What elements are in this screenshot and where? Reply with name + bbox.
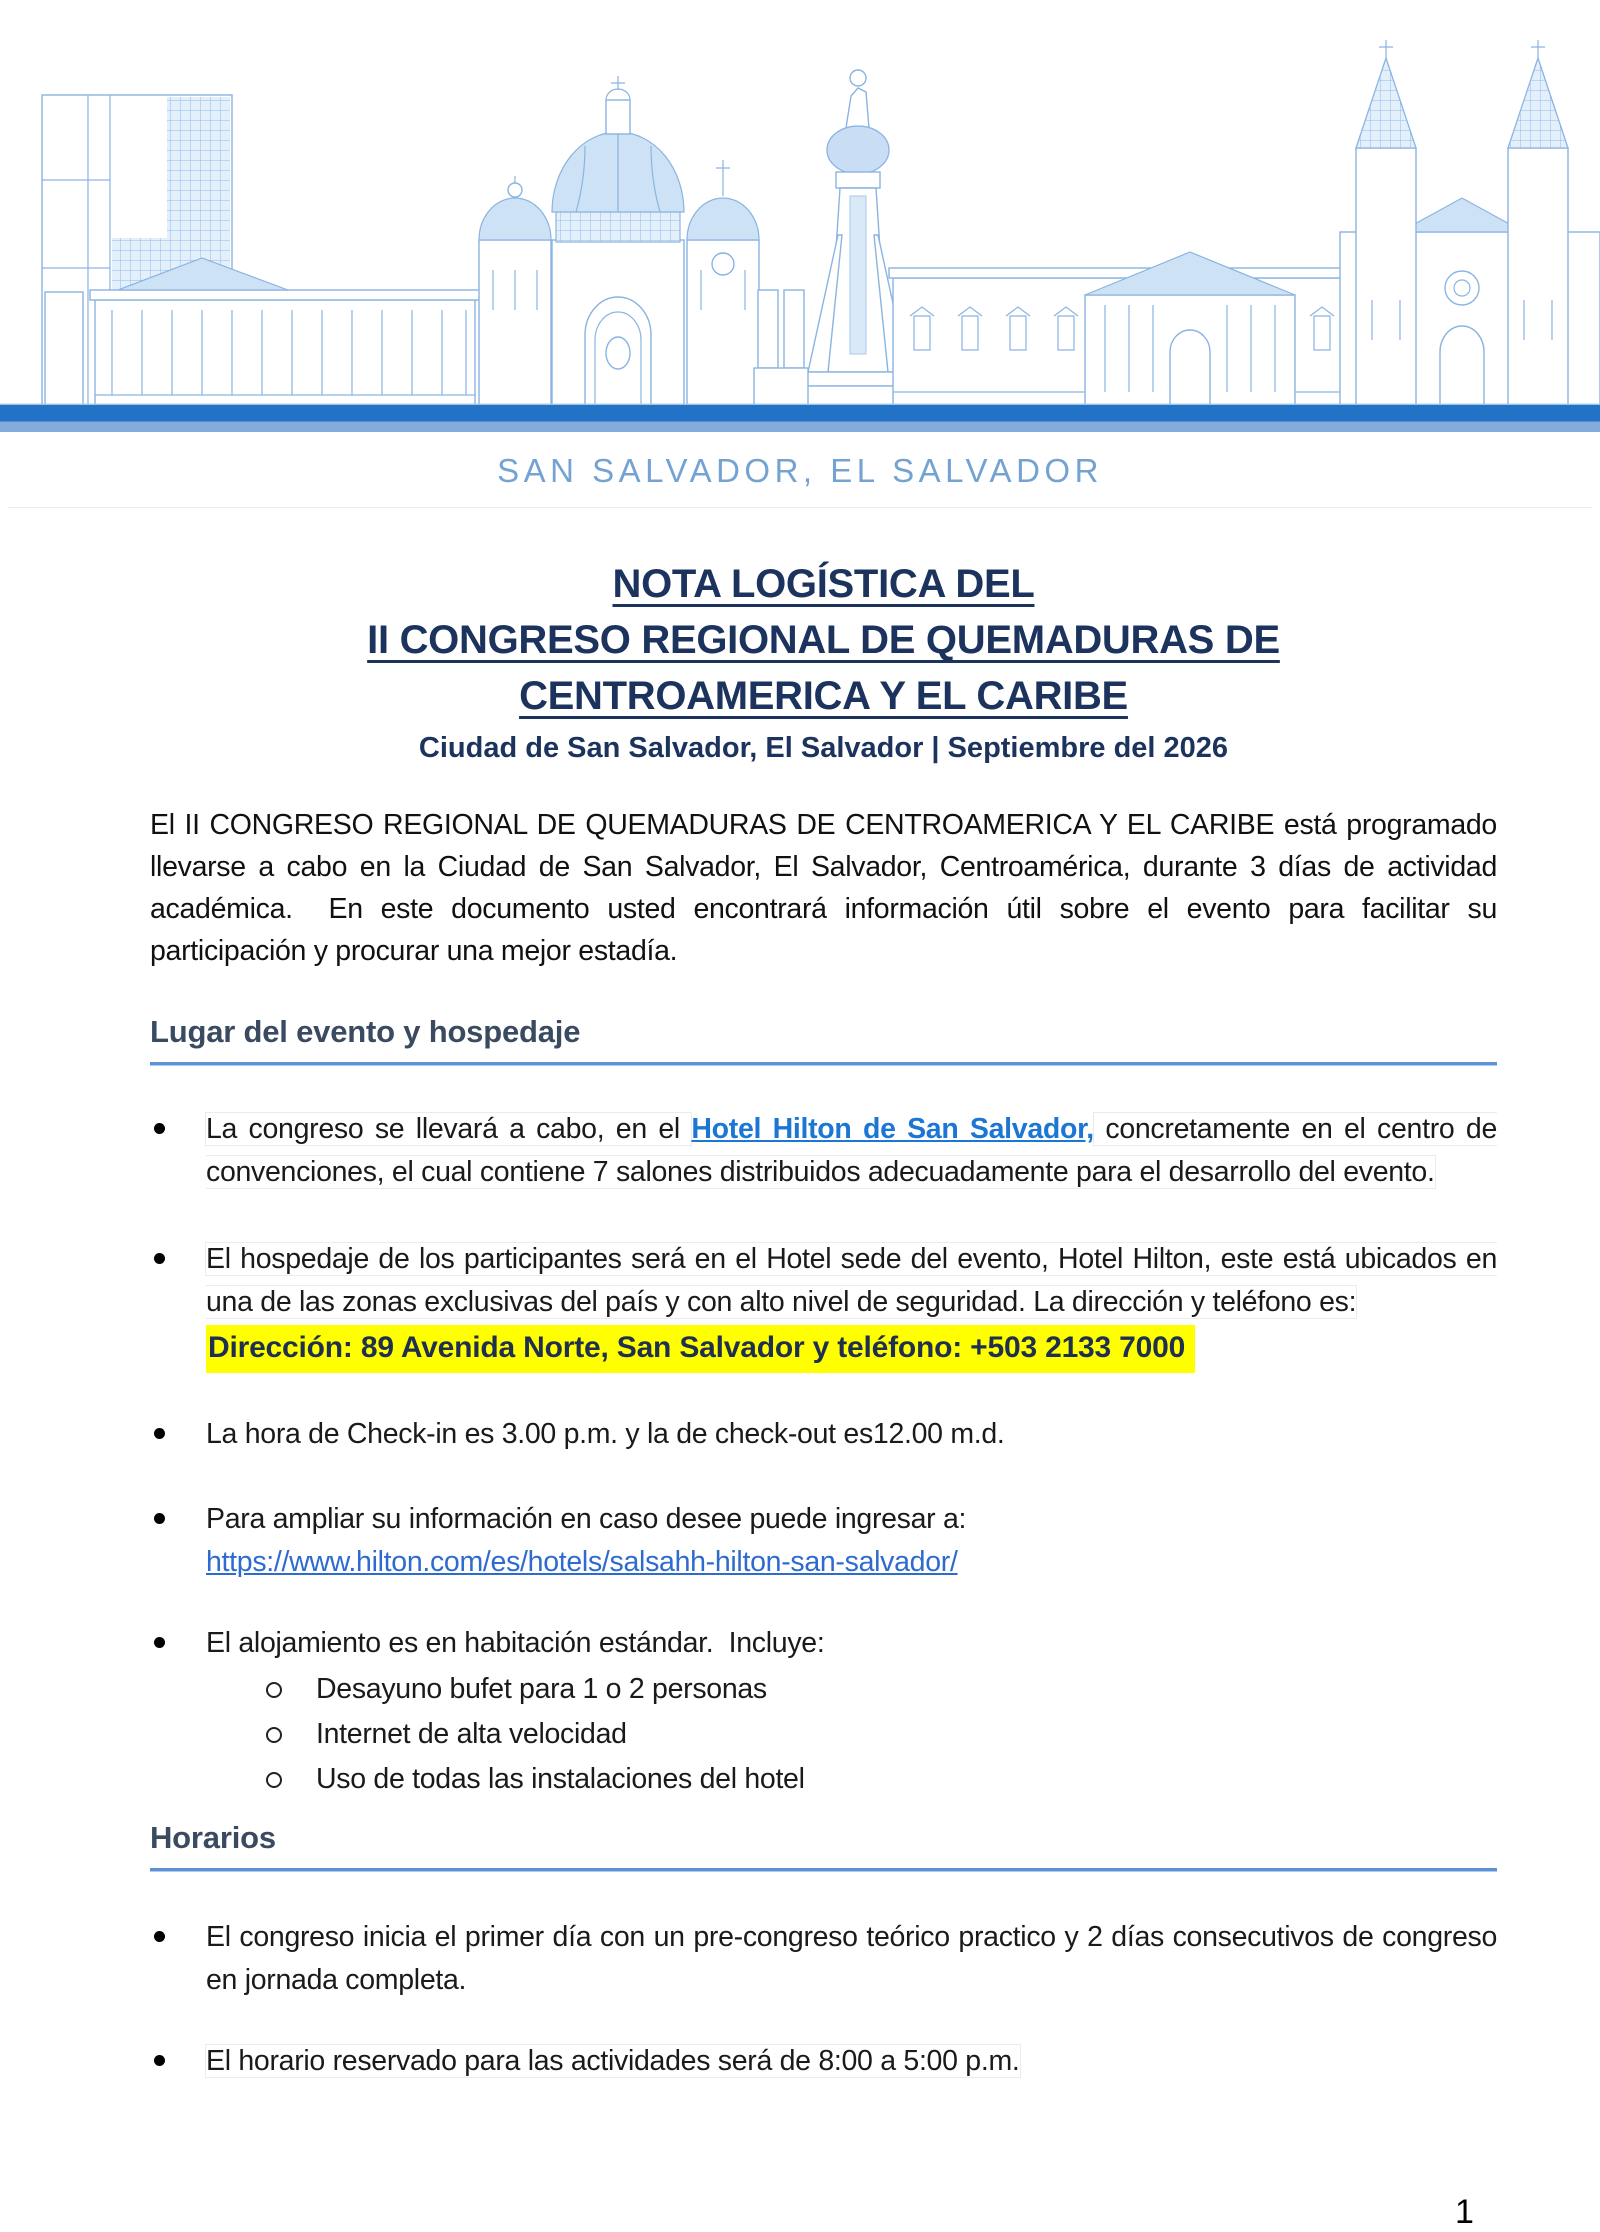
section-rule-venue [150,1062,1497,1066]
list-item [206,1238,1497,1373]
section-rule-schedule [150,1868,1497,1872]
list-item [206,1916,1497,2002]
sub-bullet-internet: Internet de alta velocidad [316,1718,627,1750]
section-heading-schedule: Horarios [150,1820,276,1855]
list-item [206,2040,1497,2083]
bullet-checkin: La hora de Check-in es 3.00 p.m. y la de check-out es12.00 m.d. [206,1418,1005,1450]
list-item [206,1413,1497,1456]
header-caption: SAN SALVADOR, EL SALVADOR [497,452,1103,489]
title-line-3: CENTROAMERICA Y EL CARIBE [519,674,1128,718]
document-title [150,556,1497,768]
bullet-room: El alojamiento es en habitación estándar. Incluye: [206,1627,825,1659]
bullet-lodging: El hospedaje de los participantes será en el Hotel sede del evento, Hotel Hilton, este está ubicados en una de las zonas exclusivas del país y con alto nivel de seguridad. La dirección y teléfono es: [206,1243,1497,1318]
intro-paragraph: El II CONGRESO REGIONAL DE QUEMADURAS DE CENTROAMERICA Y EL CARIBE está programado llevarse a cabo en la Ciudad de San Salvador, El Salvador, Centroamérica, durante 3 días de actividad académica. En este documento usted encontrará información útil sobre el evento para facilitar su participación y procurar una mejor estadía. [150,809,1497,967]
bullet-congress-days: El congreso inicia el primer día con un pre-congreso teórico practico y 2 días consecutivos de congreso en jornada completa. [206,1921,1497,1996]
hotel-hilton-link[interactable]: Hotel Hilton de San Salvador, [691,1113,1094,1145]
list-item [316,1757,1497,1802]
bullet-more-info: Para ampliar su información en caso desee puede ingresar a: [206,1503,967,1535]
bullet-hours: El horario reservado para las actividades será de 8:00 a 5:00 p.m. [206,2045,1020,2077]
hotel-url-link[interactable]: https://www.hilton.com/es/hotels/salsahh-hilton-san-salvador/ [206,1546,958,1578]
sub-bullet-facilities: Uso de todas las instalaciones del hotel [316,1763,805,1795]
address-highlight: Dirección: 89 Avenida Norte, San Salvador y teléfono: +503 2133 7000 [206,1325,1195,1373]
sub-bullet-breakfast: Desayuno bufet para 1 o 2 personas [316,1673,767,1705]
list-item [206,1108,1497,1194]
list-item [206,1498,1497,1584]
title-line-2: II CONGRESO REGIONAL DE QUEMADURAS DE [367,618,1280,662]
venue-bullet-list [150,1108,1497,1802]
document-content [150,0,1497,2083]
title-line-1: NOTA LOGÍSTICA DEL [612,562,1035,606]
room-includes-list [206,1667,1497,1802]
title-subtitle: Ciudad de San Salvador, El Salvador | Septiembre del 2026 [418,732,1229,764]
page-number: 1 [1455,2193,1474,2231]
list-item [316,1667,1497,1712]
list-item [206,1622,1497,1802]
hotel-url-line [206,1541,1497,1584]
list-item [316,1712,1497,1757]
bullet-venue-location: La congreso se llevará a cabo, en el Hotel Hilton de San Salvador, concretamente en el centro de convenciones, el cual contiene 7 salones distribuidos adecuadamente para el desarrollo del evento. [206,1113,1497,1188]
schedule-bullet-list [150,1916,1497,2083]
section-heading-venue: Lugar del evento y hospedaje [150,1014,581,1049]
